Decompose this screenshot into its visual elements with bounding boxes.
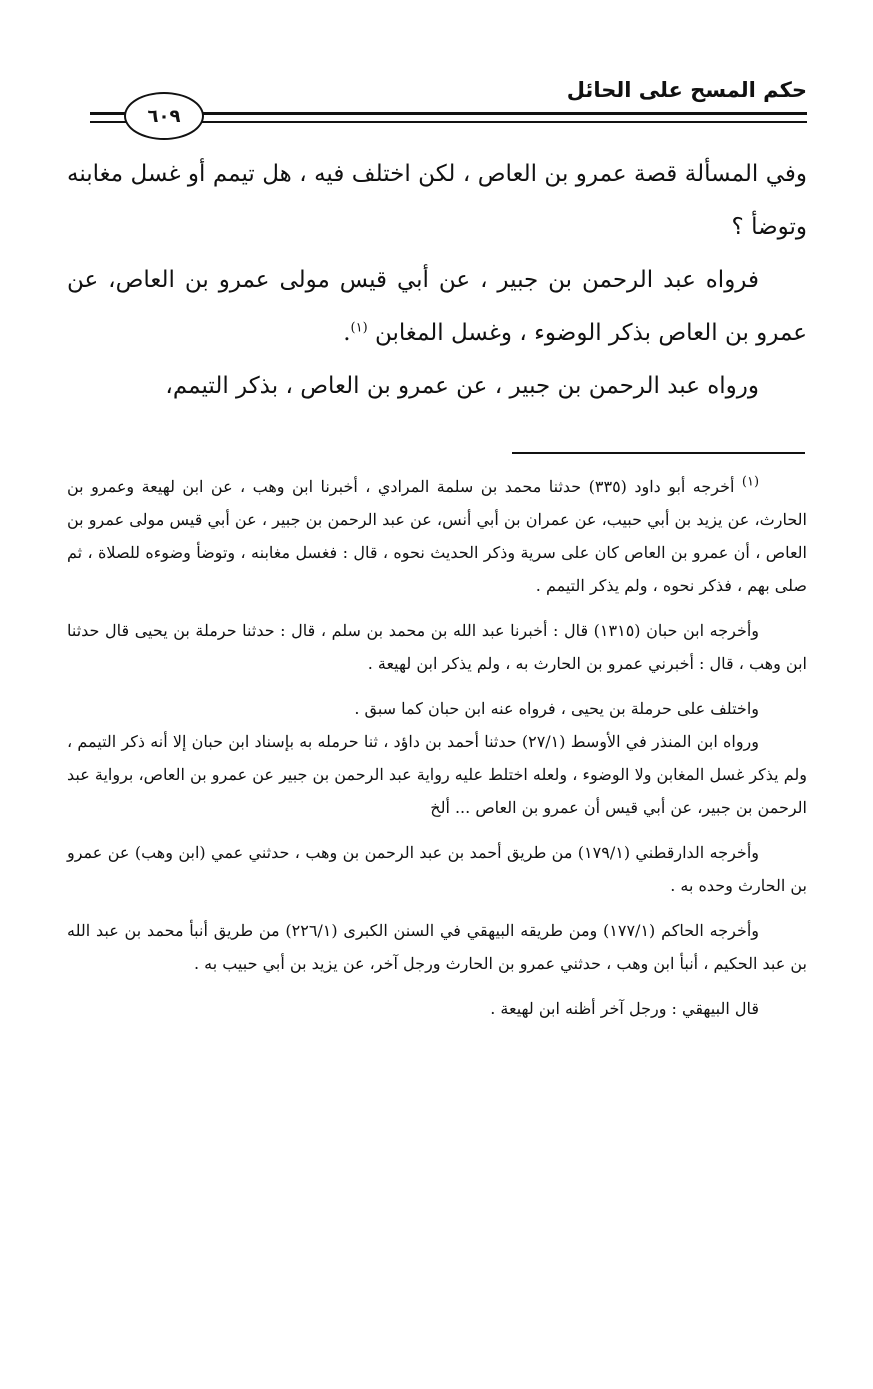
footnote-paragraph (67, 692, 807, 725)
main-paragraph (67, 254, 807, 360)
main-text (67, 148, 807, 413)
footnote-text: أخرجه أبو داود (٣٣٥) حدثنا محمد بن سلمة المرادي ، أخبرنا ابن وهب ، عن ابن لهيعة وعمرو بن الحارث، عن يزيد بن أبي حبيب، عن عمران بن أبي أنس، عن عبد الرحمن بن جبير ، عن أبي قيس مولى عمرو بن العاص ، أن عمرو بن العاص كان على سرية وذكر الحديث نحوه ، قال : فغسل مغابنه ، وتوضأ وضوءه للصلاة ، ثم صلى بهم ، فذكر نحوه ، ولم يذكر التيمم . (67, 477, 807, 595)
footnote-text: ورواه ابن المنذر في الأوسط (٢٧/١) حدثنا أحمد بن داؤد ، ثنا حرمله به بإسناد ابن حبان إلا أنه ذكر التيمم ، ولم يذكر غسل المغابن ولا الوضوء ، ولعله اختلط عليه رواية عبد الرحمن بن جبير عن عمرو بن العاص، برواية عبد الرحمن بن جبير، عن أبي قيس أن عمرو بن العاص ... ألخ (67, 732, 807, 817)
paragraph-text: وفي المسألة قصة عمرو بن العاص ، لكن اختلف فيه ، هل تيمم أو غسل مغابنه وتوضأ ؟ (67, 161, 808, 240)
paragraph-text: ورواه عبد الرحمن بن جبير ، عن عمرو بن العاص ، بذكر التيمم، (165, 373, 759, 399)
footnote-paragraph (67, 914, 807, 980)
footnotes (67, 470, 807, 1037)
footnote-paragraph (67, 725, 807, 824)
footnote-number: (١) (741, 474, 760, 490)
footnote-text: وأخرجه الدارقطني (١٧٩/١) من طريق أحمد بن عبد الرحمن بن وهب ، حدثني عمي (ابن وهب) عن عمرو بن الحارث وحده به . (67, 843, 807, 895)
footnote-text: واختلف على حرملة بن يحيى ، فرواه عنه ابن حبان كما سبق . (354, 699, 759, 718)
footnote-text: قال البيهقي : ورجل آخر أظنه ابن لهيعة . (490, 999, 759, 1018)
footnote-ref: (١) (350, 320, 368, 336)
running-title: حكم المسح على الحائل (566, 78, 807, 102)
footnote-paragraph (67, 992, 807, 1025)
page-number-text: ٦٠٩ (147, 105, 181, 127)
paragraph-text: فرواه عبد الرحمن بن جبير ، عن أبي قيس مولى عمرو بن العاص، عن عمرو بن العاص بذكر الوضوء ، وغسل المغابن (67, 267, 807, 346)
footnote-separator (512, 452, 805, 454)
page-number (124, 92, 204, 140)
paragraph-end: . (343, 320, 351, 346)
footnote-paragraph (67, 836, 807, 902)
footnote-paragraph (67, 614, 807, 680)
footnote-paragraph (67, 470, 807, 602)
main-paragraph (67, 148, 807, 254)
main-paragraph (67, 360, 807, 413)
footnote-text: وأخرجه ابن حبان (١٣١٥) قال : أخبرنا عبد الله بن محمد بن سلم ، قال : حدثنا حرملة بن يحيى قال حدثنا ابن وهب ، قال : أخبرني عمرو بن الحارث به ، ولم يذكر ابن لهيعة . (67, 621, 807, 673)
footnote-text: وأخرجه الحاكم (١٧٧/١) ومن طريقه البيهقي في السنن الكبرى (٢٢٦/١) من طريق أنبأ محمد بن عبد الله بن عبد الحكيم ، أنبأ ابن وهب ، حدثني عمرو بن الحارث ورجل آخر، عن يزيد بن أبي حبيب به . (67, 921, 807, 973)
